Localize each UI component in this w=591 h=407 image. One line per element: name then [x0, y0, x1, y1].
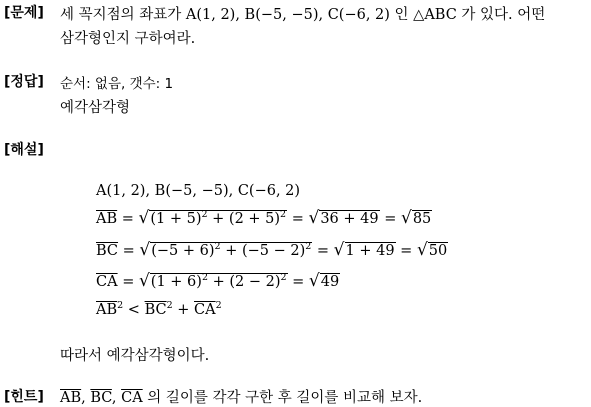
hint-label: [힌트] — [4, 389, 44, 405]
solution-label: [해설] — [4, 142, 44, 158]
problem-text-line1: 세 꼭지점의 좌표가 A(1, 2), B(−5, −5), C(−6, 2) 인 △ABC 가 있다. 어떤 — [60, 7, 546, 23]
solution-conclusion: 따라서 예각삼각형이다. — [60, 348, 210, 364]
answer-label: [정답] — [4, 74, 44, 90]
equation-bc: $\overline{BC} = √(-5 + 6)^2 + (-5 - 2)^2 = √1 + 49 = √50$ — [96, 240, 448, 260]
equation-ca: $\overline{CA} = √(1 + 6)^2 + (2 - 2)^2 = √49$ — [96, 271, 340, 291]
hint-text: $\overline{AB}$, $\overline{BC}$, $\overline{CA}$ 의 길이를 각각 구한 후 길이를 비교해 보자. — [60, 390, 423, 406]
answer-value: 예각삼각형 — [60, 100, 131, 116]
problem-text-line2: 삼각형인지 구하여라. — [60, 31, 196, 47]
segment-ca: $\overline{CA}$ — [96, 274, 118, 290]
segment-ab: $\overline{AB}$ — [96, 211, 118, 227]
inequality: $\overline{AB}^2 < \overline{BC}^2 + \overline{CA}^2$ — [96, 300, 222, 318]
answer-order-count: 순서: 없음, 갯수: 1 — [60, 76, 174, 92]
equation-ab: $\overline{AB} = √(1 + 5)^2 + (2 + 5)^2 = √36 + 49 = √85$ — [96, 208, 432, 228]
problem-label: [문제] — [4, 5, 44, 21]
solution-points: A(1, 2), B(−5, −5), C(−6, 2) — [96, 183, 301, 199]
segment-bc: $\overline{BC}$ — [96, 243, 119, 259]
